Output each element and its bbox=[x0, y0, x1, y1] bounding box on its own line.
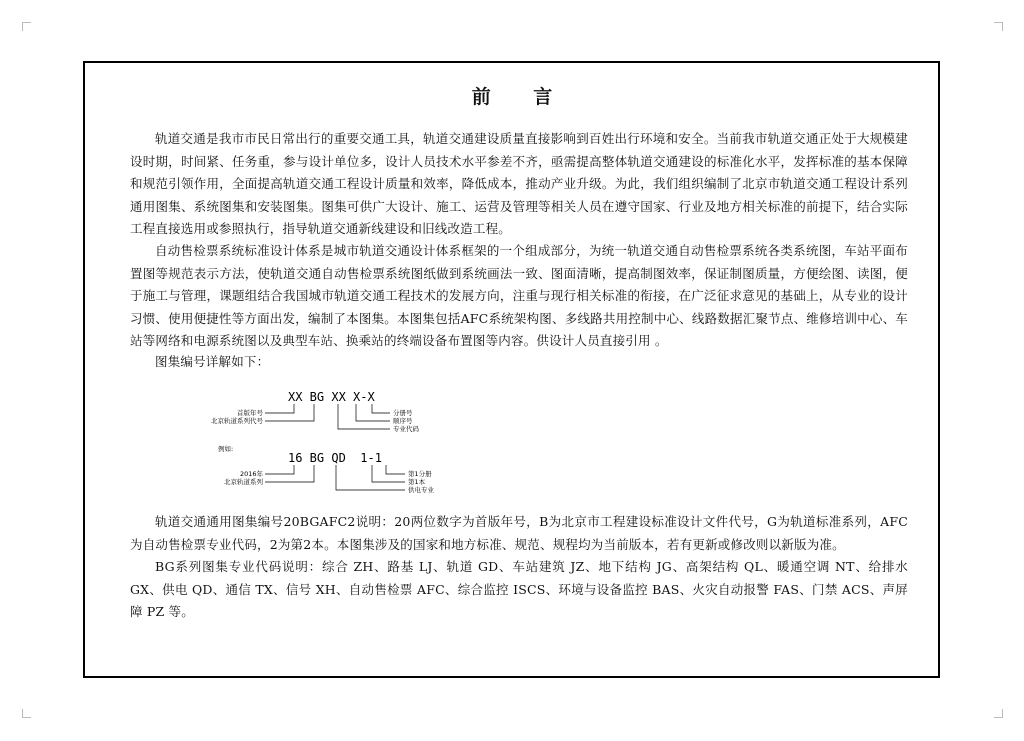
label-series-code: 北京轨道系列代号 bbox=[211, 417, 263, 425]
example-label-sequence: 第1本 bbox=[408, 478, 426, 486]
label-sequence-number: 顺序号 bbox=[393, 417, 413, 425]
example-label-discipline: 供电专业 bbox=[408, 486, 434, 494]
crop-mark-top-left bbox=[22, 22, 31, 31]
example-prefix: 例如: bbox=[218, 445, 234, 453]
paragraph-afc-system: 自动售检票系统标准设计体系是城市轨道交通设计体系框架的一个组成部分，为统一轨道交通自动售检票系统各类系统图，车站平面布置图等规范表示方法，使轨道交通自动售检票系统图纸做到系统画法一致、图面清晰，提高制图效率，保证制图质量，方便绘图、读图，便于施工与管理，课题组结合我国城市轨道交通工程技术的发展方向，注重与现行相关标准的衔接，在广泛征求意见的基础上，从专业的设计习惯、使用便捷性等方面出发，编制了本图集。本图集包括AFC系统架构图、多线路共用控制中心、线路数据汇聚节点、维修培训中心、车站等网络和电源系统图以及典型车站、换乘站的终端设备布置图等内容。供设计人员直接引用 。 bbox=[130, 243, 908, 348]
example-label-series: 北京轨道系列 bbox=[224, 478, 263, 486]
crop-mark-top-right bbox=[994, 22, 1003, 31]
code-template: XX BG XX X-X bbox=[288, 390, 375, 404]
paragraph-intro: 轨道交通是我市市民日常出行的重要交通工具，轨道交通建设质量直接影响到百姓出行环境和安全。当前我市轨道交通正处于大规模建设时期，时间紧、任务重，参与设计单位多，设计人员技术水平参差不齐，亟需提高整体轨道交通建设的标准化水平，发挥标准的基本保障和规范引领作用，全面提高轨道交通工程设计质量和效率，降低成本，推动产业升级。为此，我们组织编制了北京市轨道交通工程设计系列通用图集、系统图集和安装图集。图集可供广大设计、施工、运营及管理等相关人员在遵守国家、行业及地方相关标准的前提下，结合实际工程直接选用或参照执行，指导轨道交通新线建设和旧线改造工程。 bbox=[130, 131, 908, 236]
label-first-year: 首版年号 bbox=[237, 409, 263, 417]
paragraph-numbering-intro: 图集编号详解如下： bbox=[155, 354, 270, 369]
crop-mark-bottom-left bbox=[22, 709, 31, 718]
paragraph-numbering-explanation: 轨道交通通用图集编号20BGAFC2说明：20两位数字为首版年号，B为北京市工程建设标准设计文件代号，G为轨道标准系列，AFC为自动售检票专业代码，2为第2本。本图集涉及的国家和地方标准、规范、规程均为当前版本，若有更新或修改则以新版为准。 bbox=[130, 514, 908, 552]
numbering-diagram bbox=[200, 385, 460, 500]
paragraph-discipline-codes: BG系列图集专业代码说明：综合 ZH、路基 LJ、轨道 GD、车站建筑 JZ、地下结构 JG、高架结构 QL、暖通空调 NT、给排水 GX、供电 QD、通信 TX、信号 XH、自动售检票 AFC、综合监控 ISCS、环境与设备监控 BAS、火灾自动报警 FAS、门禁 ACS、声屏障 PZ 等。 bbox=[130, 559, 908, 619]
example-code: 16 BG QD 1-1 bbox=[288, 451, 382, 465]
example-label-volume: 第1分册 bbox=[408, 470, 432, 478]
label-discipline-code: 专业代码 bbox=[393, 425, 419, 433]
example-label-year: 2016年 bbox=[239, 470, 263, 478]
label-volume-number: 分册号 bbox=[393, 409, 413, 417]
page-title: 前 言 bbox=[471, 86, 571, 108]
crop-mark-bottom-right bbox=[994, 709, 1003, 718]
